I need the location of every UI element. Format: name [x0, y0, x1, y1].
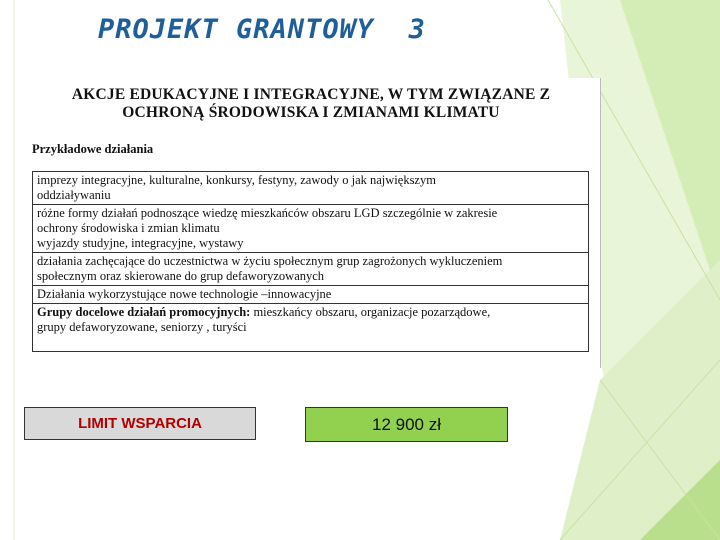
table-row: imprezy integracyjne, kulturalne, konkursy, festyny, zawody o jak największym oddziaływaniu — [33, 172, 588, 205]
table-row: Działania wykorzystujące nowe technologie –innowacyjne — [33, 286, 588, 304]
activities-table — [32, 171, 589, 352]
document-excerpt — [22, 78, 601, 368]
table-row: różne formy działań podnoszące wiedzę mieszkańców obszaru LGD szczególnie w zakresie ochrony środowiska i zmian klimatu wyjazdy studyjne, integracyjne, wystawy — [33, 205, 588, 253]
document-heading: AKCJE EDUKACYJNE I INTEGRACYJNE, W TYM ZWIĄZANE Z OCHRONĄ ŚRODOWISKA I ZMIANAMI KLIMATU — [71, 86, 551, 121]
table-row: działania zachęcające do uczestnictwa w życiu społecznym grup zagrożonych wykluczeniem społecznym oraz skierowane do grup defaworyzowanych — [33, 253, 588, 286]
limit-label: LIMIT WSPARCIA — [24, 407, 256, 440]
limit-value: 12 900 zł — [305, 407, 508, 442]
slide-title: PROJEKT GRANTOWY 3 — [98, 14, 426, 45]
document-subheading: Przykładowe działania — [32, 142, 154, 156]
table-row-target-groups: Grupy docelowe działań promocyjnych: mieszkańcy obszaru, organizacje pozarządowe, grupy defaworyzowane, seniorzy , turyści — [37, 305, 491, 334]
